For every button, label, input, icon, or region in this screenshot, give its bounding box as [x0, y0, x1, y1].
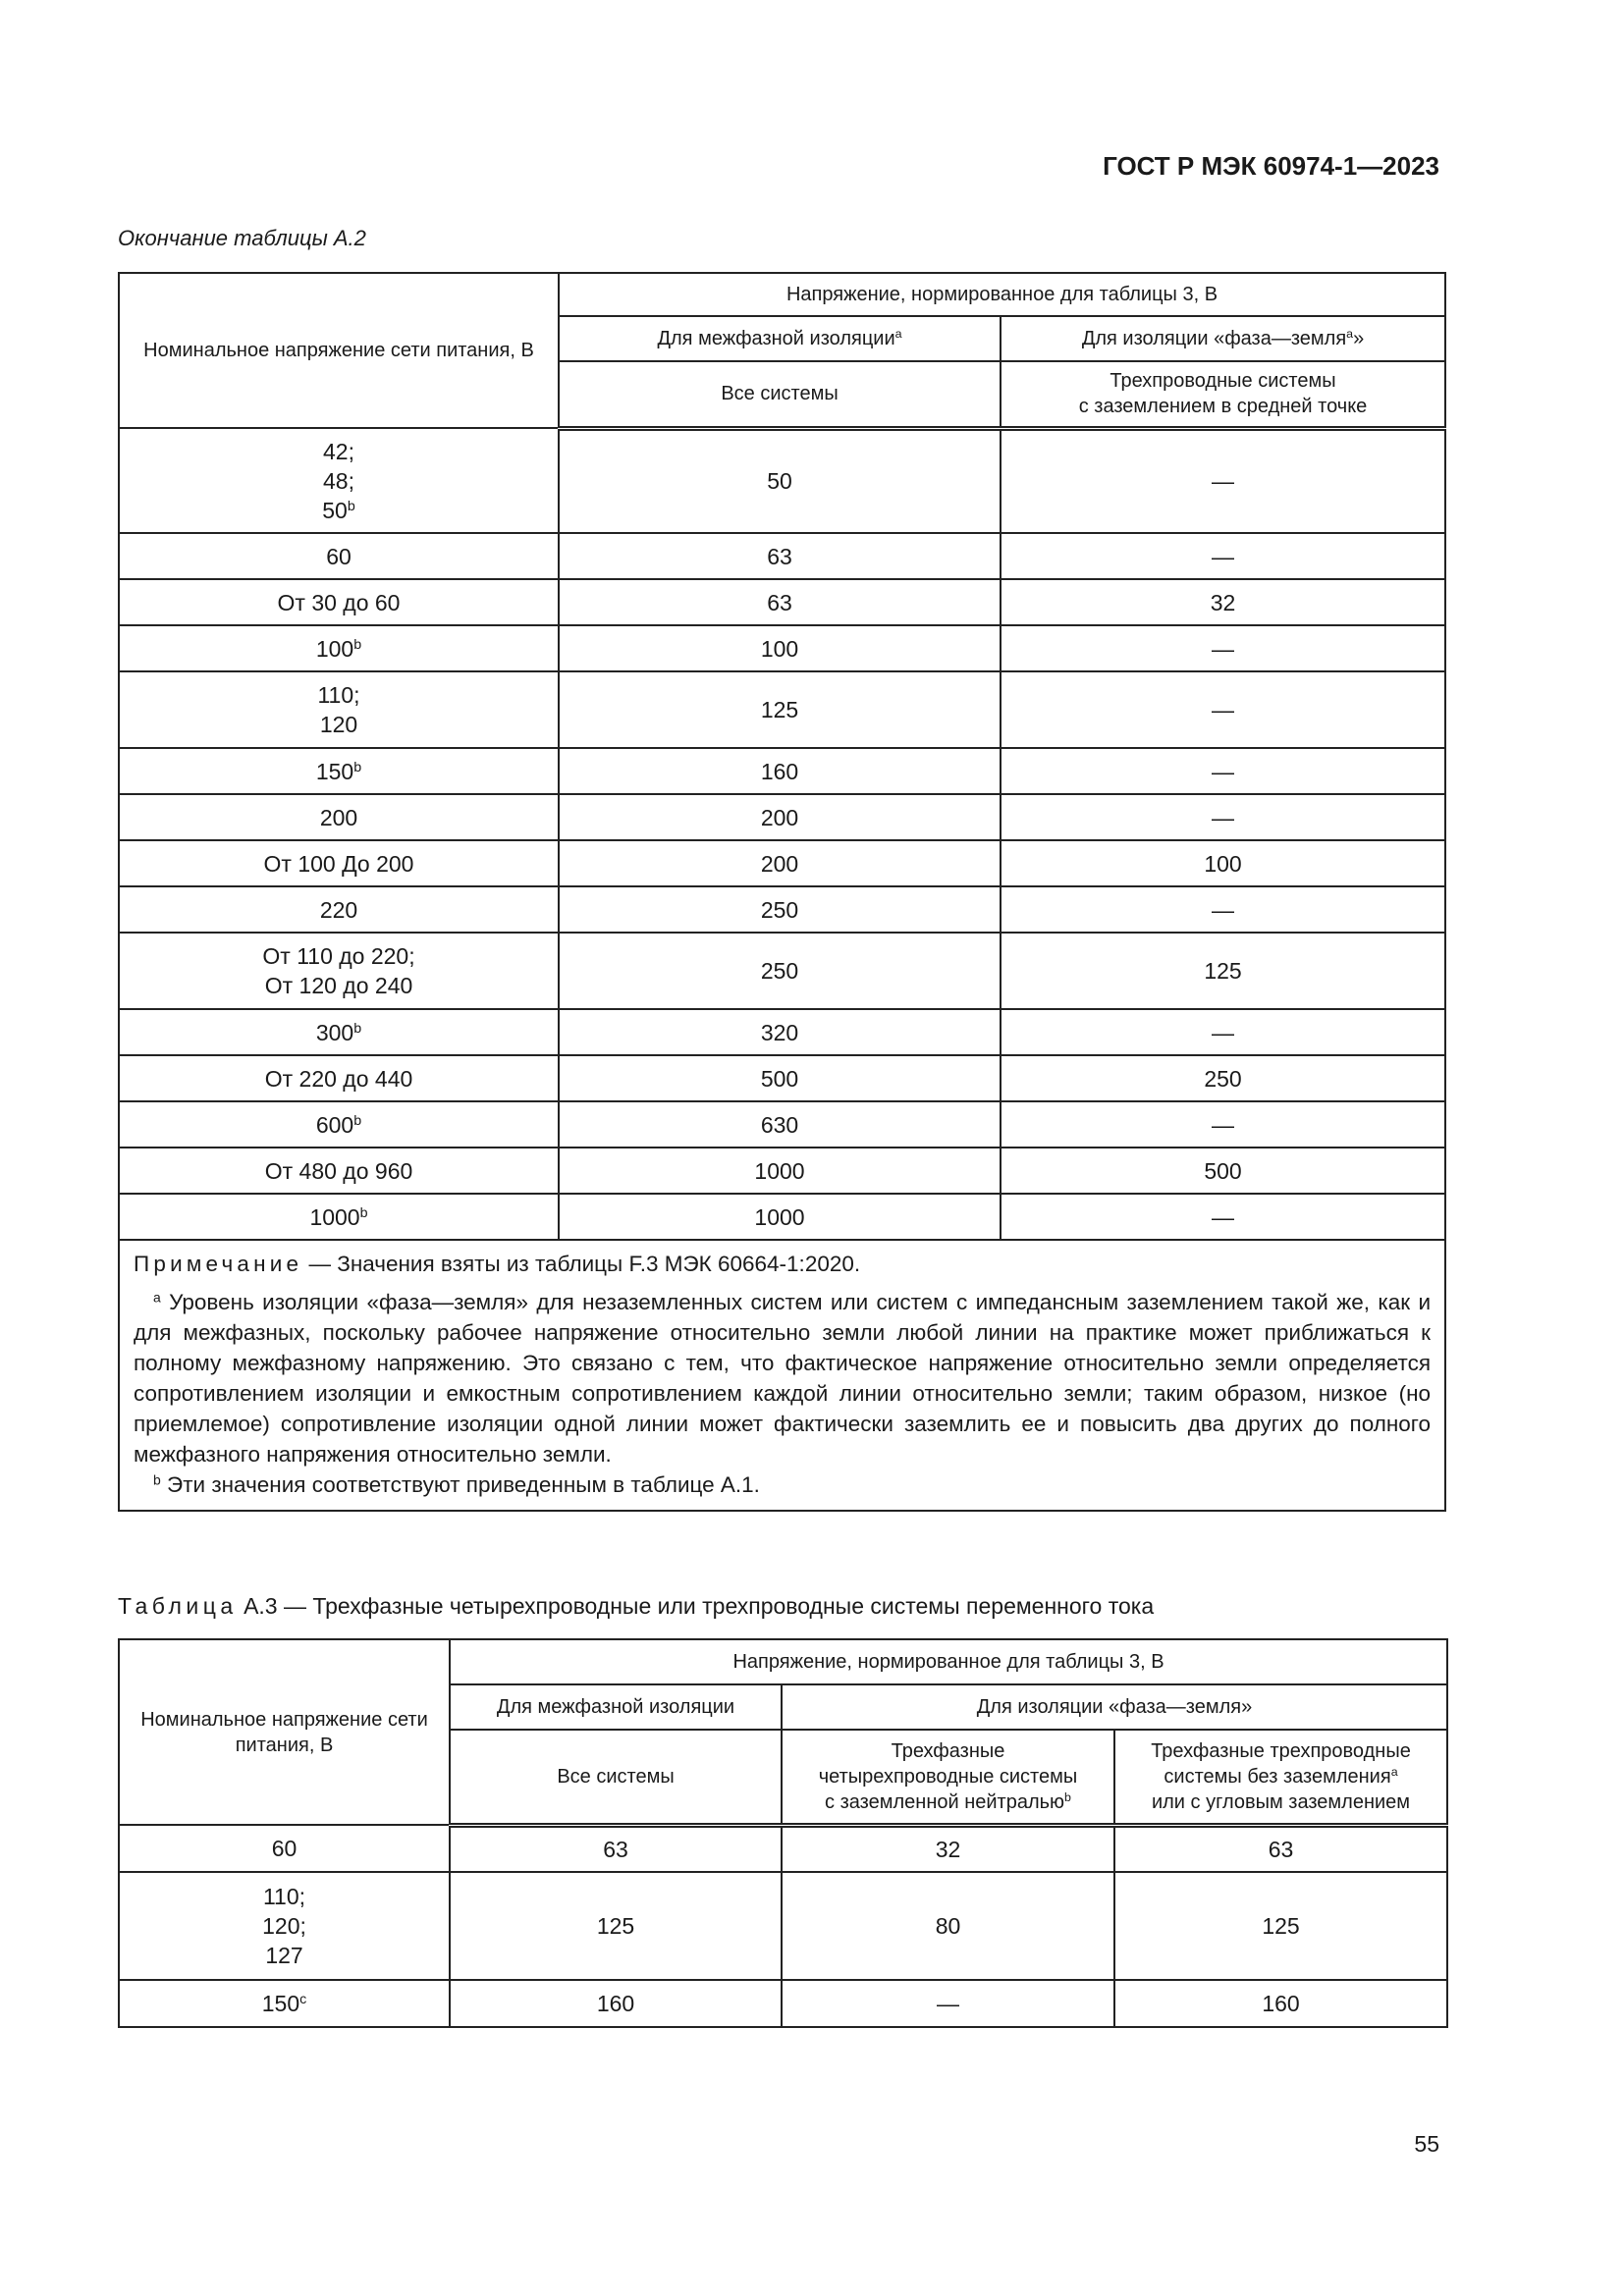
header-all-systems: Все системы: [559, 361, 1001, 428]
cell-phase-phase: 250: [559, 886, 1001, 933]
cell-phase-earth: —: [1001, 428, 1445, 533]
cell-three-wire: 160: [1114, 1980, 1447, 2027]
cell-nominal-voltage: От 220 до 440: [119, 1055, 559, 1101]
cell-phase-earth: —: [1001, 625, 1445, 671]
cell-all-systems: 160: [450, 1980, 782, 2027]
table-row: [119, 1055, 1445, 1101]
cell-nominal-voltage: 600$^b$: [119, 1101, 559, 1148]
header-phase-phase: Для межфазной изоляции: [450, 1684, 782, 1730]
table-row: [119, 428, 1445, 533]
header-three-wire-ungrounded: Трехфазные трехпроводные системы без заземления$^a$ или с угловым заземлением: [1114, 1730, 1447, 1825]
table-row: [119, 579, 1445, 625]
cell-phase-phase: 1000: [559, 1194, 1001, 1240]
cell-phase-phase: 500: [559, 1055, 1001, 1101]
cell-nominal-voltage: 110; 120; 127: [119, 1872, 450, 1980]
cell-all-systems: 125: [450, 1872, 782, 1980]
header-phase-phase: Для межфазной изоляции$^a$: [559, 316, 1001, 361]
table-a2-notes: [119, 1240, 1445, 1511]
table-row: [119, 1148, 1445, 1194]
table-row: [119, 794, 1445, 840]
table-row: [119, 1009, 1445, 1055]
table-a2-caption: Окончание таблицы А.2: [118, 226, 366, 250]
cell-nominal-voltage: 150$^c$: [119, 1980, 450, 2027]
document-code: ГОСТ Р МЭК 60974-1—2023: [1103, 151, 1439, 181]
cell-four-wire: —: [782, 1980, 1114, 2027]
table-row: [119, 625, 1445, 671]
cell-four-wire: 80: [782, 1872, 1114, 1980]
header-nominal-voltage: Номинальное напряжение сети питания, В: [119, 1639, 450, 1825]
table-row: [119, 671, 1445, 748]
cell-phase-phase: 250: [559, 933, 1001, 1009]
header-phase-earth: Для изоляции «фаза—земля$^a$»: [1001, 316, 1445, 361]
note: Примечание — Значения взяты из таблицы F.3 МЭК 60664-1:2020.: [134, 1252, 861, 1276]
cell-phase-phase: 200: [559, 840, 1001, 886]
cell-phase-earth: 100: [1001, 840, 1445, 886]
cell-phase-phase: 320: [559, 1009, 1001, 1055]
header-voltage-group: Напряжение, нормированное для таблицы 3, В: [559, 273, 1445, 316]
table-row: [119, 1194, 1445, 1240]
cell-phase-phase: 100: [559, 625, 1001, 671]
table-row: [119, 1872, 1447, 1980]
cell-nominal-voltage: 42; 48; 50$^b$: [119, 428, 559, 533]
cell-four-wire: 32: [782, 1825, 1114, 1872]
cell-phase-earth: 250: [1001, 1055, 1445, 1101]
cell-nominal-voltage: 200: [119, 794, 559, 840]
cell-phase-earth: 500: [1001, 1148, 1445, 1194]
table-a3: [118, 1638, 1448, 2028]
cell-three-wire: 63: [1114, 1825, 1447, 1872]
cell-phase-earth: 125: [1001, 933, 1445, 1009]
table-a2: [118, 272, 1446, 1512]
cell-phase-earth: —: [1001, 671, 1445, 748]
cell-phase-phase: 1000: [559, 1148, 1001, 1194]
header-four-wire-grounded-neutral: Трехфазные четырехпроводные системы с заземленной нейтралью$^b$: [782, 1730, 1114, 1825]
cell-nominal-voltage: 60: [119, 1825, 450, 1872]
cell-three-wire: 125: [1114, 1872, 1447, 1980]
cell-phase-earth: —: [1001, 794, 1445, 840]
cell-phase-earth: —: [1001, 886, 1445, 933]
cell-nominal-voltage: 220: [119, 886, 559, 933]
cell-phase-phase: 63: [559, 579, 1001, 625]
footnote-b: $^b$ Эти значения соответствуют приведенным в таблице А.1.: [153, 1471, 760, 1497]
cell-all-systems: 63: [450, 1825, 782, 1872]
header-nominal-voltage: Номинальное напряжение сети питания, В: [119, 273, 559, 428]
cell-nominal-voltage: 150$^b$: [119, 748, 559, 794]
cell-phase-earth: —: [1001, 533, 1445, 579]
page-number: 55: [1414, 2131, 1439, 2157]
cell-phase-phase: 50: [559, 428, 1001, 533]
cell-nominal-voltage: 100$^b$: [119, 625, 559, 671]
cell-nominal-voltage: 60: [119, 533, 559, 579]
cell-phase-earth: —: [1001, 1101, 1445, 1148]
cell-nominal-voltage: От 100 До 200: [119, 840, 559, 886]
cell-phase-earth: 32: [1001, 579, 1445, 625]
table-row: [119, 1980, 1447, 2027]
cell-phase-earth: —: [1001, 1194, 1445, 1240]
table-row: [119, 1101, 1445, 1148]
cell-nominal-voltage: 1000$^b$: [119, 1194, 559, 1240]
footnote-a: $^a$ Уровень изоляции «фаза—земля» для незаземленных систем или систем с импедансным заземлением такой же, как и для межфазных, поскольку рабочее напряжение относительно земли любой линии на практике может приближаться к полному межфазному напряжению. Это связано с тем, что фактическое напряжение относительно земли определяется сопротивлением изоляции и емкостным сопротивлением каждой линии относительно земли; таким образом, низкое (но приемлемое) сопротивление изоляции одной линии может фактически заземлить ее и повысить два других до полного межфазного напряжения относительно земли.: [134, 1289, 1432, 1467]
table-row: [119, 840, 1445, 886]
table-row: [119, 748, 1445, 794]
cell-nominal-voltage: 300$^b$: [119, 1009, 559, 1055]
cell-nominal-voltage: От 110 до 220; От 120 до 240: [119, 933, 559, 1009]
cell-phase-phase: 63: [559, 533, 1001, 579]
cell-phase-phase: 125: [559, 671, 1001, 748]
cell-phase-phase: 200: [559, 794, 1001, 840]
header-voltage-group: Напряжение, нормированное для таблицы 3, В: [450, 1639, 1447, 1684]
cell-nominal-voltage: 110; 120: [119, 671, 559, 748]
table-row: [119, 533, 1445, 579]
header-phase-earth: Для изоляции «фаза—земля»: [782, 1684, 1447, 1730]
cell-nominal-voltage: От 480 до 960: [119, 1148, 559, 1194]
cell-phase-phase: 160: [559, 748, 1001, 794]
cell-nominal-voltage: От 30 до 60: [119, 579, 559, 625]
table-a3-caption: Таблица А.3 — Трехфазные четырехпроводные или трехпроводные системы переменного тока: [118, 1593, 1155, 1619]
cell-phase-earth: —: [1001, 1009, 1445, 1055]
header-all-systems: Все системы: [450, 1730, 782, 1825]
table-row: [119, 1825, 1447, 1872]
table-row: [119, 933, 1445, 1009]
header-three-wire-midpoint: Трехпроводные системы с заземлением в средней точке: [1001, 361, 1445, 428]
cell-phase-phase: 630: [559, 1101, 1001, 1148]
table-row: [119, 886, 1445, 933]
cell-phase-earth: —: [1001, 748, 1445, 794]
